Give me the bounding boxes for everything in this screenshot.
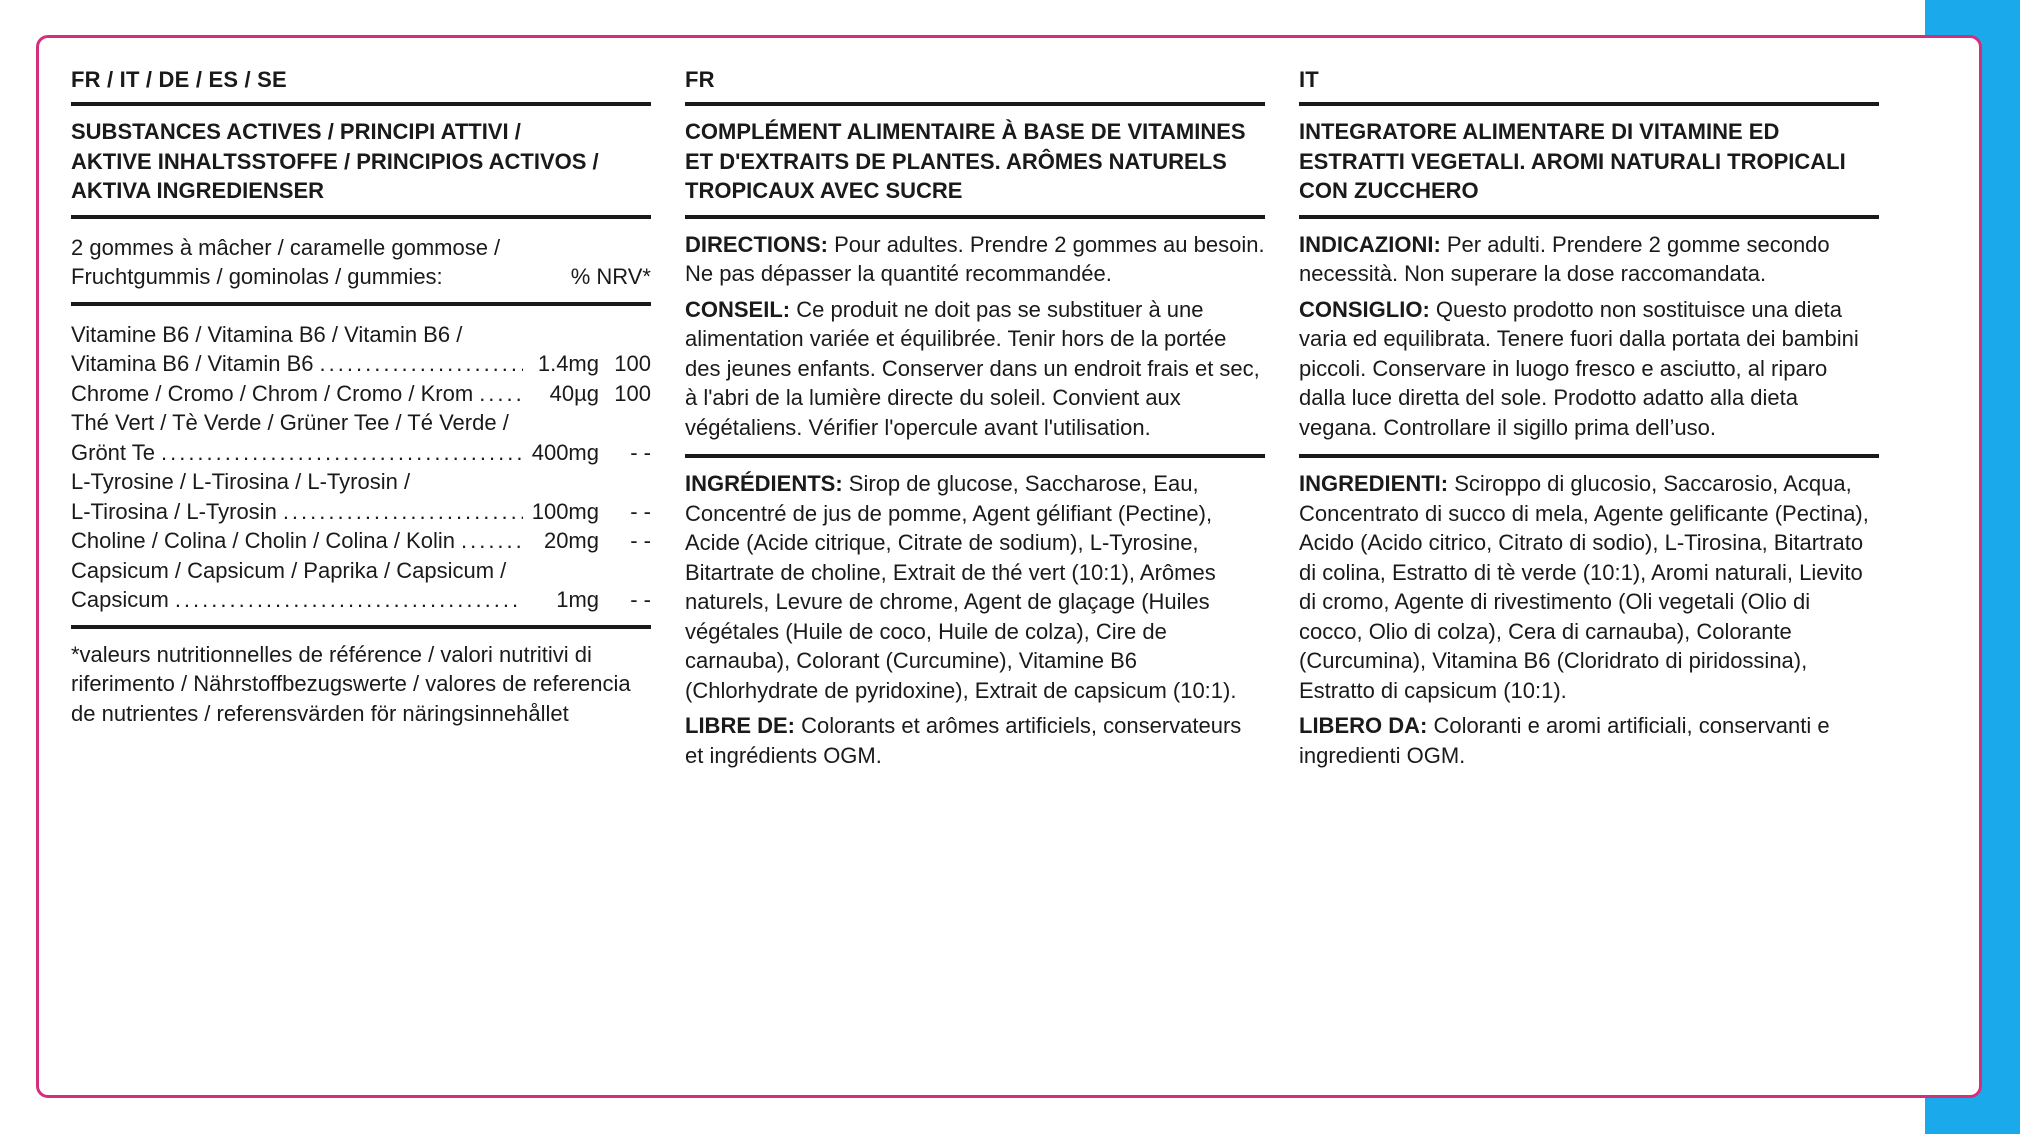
product-title: INTEGRATORE ALIMENTARE DI VITAMINE ED ESTRATTI VEGETALI. AROMI NATURALI TROPICALI CON ZUCCHERO [1299, 106, 1879, 219]
usage-block [685, 219, 1265, 459]
title-line: AKTIVE INHALTSSTOFFE / PRINCIPIOS ACTIVOS / [71, 148, 599, 174]
nutrient-name-line: Capsicum / Capsicum / Paprika / Capsicum / [71, 557, 507, 583]
directions-text: Pour adultes. Prendre 2 gommes au besoin. Ne pas dépasser la quantité recommandée. [685, 231, 1265, 286]
column-header: FR / IT / DE / ES / SE [71, 65, 651, 106]
nutrient-amount: 400mg [531, 439, 599, 465]
serving-line: Fruchtgummis / gominolas / gummies: [71, 264, 443, 289]
directions-text: Per adulti. Prendere 2 gomme secondo necessità. Non superare la dose raccomandata. [1299, 231, 1830, 286]
nutrient-row-chrome [71, 379, 651, 409]
nutrient-nrv: 100 [614, 380, 651, 406]
ingredients-block [685, 458, 1265, 782]
nutrient-nrv: - - [630, 528, 651, 553]
nutrient-name: Capsicum [71, 587, 169, 612]
advice-label: CONSIGLIO: [1299, 296, 1430, 322]
usage-block [1299, 219, 1879, 459]
advice-text: Questo prodotto non sostituisce una dieta varia ed equilibrata. Tenere fuori dalla portata dei bambini piccoli. Conservare in luogo fresco e asciutto, al riparo dalla luce diretta del sole. Prodotto adatto alla dieta vegana. Controllare il sigillo prima dell’uso. [1299, 296, 1859, 440]
directions-label: INDICAZIONI: [1299, 231, 1441, 257]
free-from-label: LIBERO DA: [1299, 713, 1428, 738]
nutrient-table [71, 306, 651, 629]
ingredients-label: INGREDIENTI: [1299, 471, 1449, 496]
nutrient-nrv: - - [630, 439, 651, 465]
ingredients-block [1299, 458, 1879, 782]
nutrient-amount: 1.4mg [537, 351, 599, 376]
nutrient-name: Vitamina B6 / Vitamin B6 [71, 351, 314, 376]
nutrient-nrv: - - [630, 587, 651, 612]
active-substances-title [71, 106, 651, 219]
nutrient-amount: 1mg [556, 587, 599, 612]
nutrient-row-green-tea [71, 408, 651, 467]
title-line: AKTIVA INGREDIENSER [71, 178, 325, 203]
product-title: COMPLÉMENT ALIMENTAIRE À BASE DE VITAMINES ET D'EXTRAITS DE PLANTES. ARÔMES NATURELS TROPICAUX AVEC SUCRE [685, 106, 1265, 219]
ingredients-paragraph [1299, 469, 1879, 705]
nutrient-name-line: L-Tyrosine / L-Tirosina / L-Tyrosin / [71, 469, 411, 494]
ingredients-label: INGRÉDIENTS: [685, 471, 843, 496]
advice-text: Ce produit ne doit pas se substituer à une alimentation variée et équilibrée. Tenir hors de la portée des jeunes enfants. Conserver dans un endroit frais et sec, à l'abri de la lumière directe du soleil. Convient aux végétaliens. Vérifier l'opercule avant l'utilisation. [685, 296, 1260, 440]
nutrient-row-choline [71, 526, 651, 556]
directions-paragraph [685, 230, 1265, 289]
nrv-footnote: *valeurs nutritionnelles de référence / valori nutritivi di riferimento / Nährstoffbezugswerte / valores de referencia de nutrientes / referensvärden för näringsinnehållet [71, 641, 631, 726]
nutrient-nrv: 100 [614, 351, 651, 376]
nutrient-name: Grönt Te [71, 439, 155, 465]
advice-paragraph [1299, 295, 1879, 443]
column-header: IT [1299, 65, 1879, 106]
free-from-label: LIBRE DE: [685, 713, 795, 738]
nrv-footnote-block [71, 629, 651, 729]
nutrient-name: Choline / Colina / Cholin / Colina / Kolin [71, 528, 455, 553]
ingredients-paragraph [685, 469, 1265, 705]
nutrient-row-vitamin-b6 [71, 320, 651, 379]
directions-paragraph [1299, 230, 1879, 289]
nutrient-amount: 100mg [531, 498, 599, 524]
nutrient-name: Chrome / Cromo / Chrom / Cromo / Krom [71, 380, 474, 406]
column-header: FR [685, 65, 1265, 106]
column-multilingual [71, 65, 651, 728]
serving-info [71, 219, 651, 306]
nutrient-row-capsicum [71, 556, 651, 615]
ingredients-text: Sciroppo di glucosio, Saccarosio, Acqua, Concentrato di succo di mela, Agente gelificante (Pectina), Acido (Acido citrico, Citrato di sodio), L-Tirosina, Bitartrato di colina, Estratto di tè verde (10:1), Aromi naturali, Lievito di cromo, Agente di rivestimento (Oli vegetali (Olio di cocco, Olio di colza), Cera di carnauba), Colorante (Curcumina), Vitamina B6 (Cloridrato di piridossina), Estratto di capsicum (10:1). [1299, 471, 1869, 703]
advice-paragraph [685, 295, 1265, 443]
free-from-text: Colorants et arômes artificiels, conservateurs et ingrédients OGM. [685, 713, 1242, 768]
serving-line: 2 gommes à mâcher / caramelle gommose / [71, 234, 501, 260]
nutrient-name-line: Vitamine B6 / Vitamina B6 / Vitamin B6 / [71, 321, 463, 347]
column-italian [1299, 65, 1879, 782]
title-line: SUBSTANCES ACTIVES / PRINCIPI ATTIVI / [71, 119, 521, 144]
free-from-text: Coloranti e aromi artificiali, conservanti e ingredienti OGM. [1299, 713, 1830, 768]
directions-label: DIRECTIONS: [685, 231, 828, 257]
nutrient-nrv: - - [630, 498, 651, 524]
advice-label: CONSEIL: [685, 296, 791, 322]
nutrient-amount: 40µg [549, 380, 599, 406]
column-french [685, 65, 1265, 782]
nutrient-amount: 20mg [543, 528, 599, 553]
nutrient-name-line: Thé Vert / Tè Verde / Grüner Tee / Té Verde / [71, 410, 509, 435]
nutrient-row-l-tyrosine [71, 467, 651, 526]
ingredients-text: Sirop de glucose, Saccharose, Eau, Concentré de jus de pomme, Agent gélifiant (Pectine), Acide (Acide citrique, Citrate de sodium), L-Tyrosine, Bitartrate de choline, Extrait de thé vert (10:1), Arômes naturels, Levure de chrome, Agent de glaçage (Huiles végétales (Huile de coco, Huile de colza), Cire de carnauba), Colorant (Curcumine), Vitamine B6 (Chlorhydrate de pyridoxine), Extrait de capsicum (10:1). [685, 471, 1237, 703]
free-from-paragraph [1299, 711, 1879, 770]
nrv-header: % NRV* [570, 264, 651, 289]
nutrient-name: L-Tirosina / L-Tyrosin [71, 498, 277, 524]
free-from-paragraph [685, 711, 1265, 770]
